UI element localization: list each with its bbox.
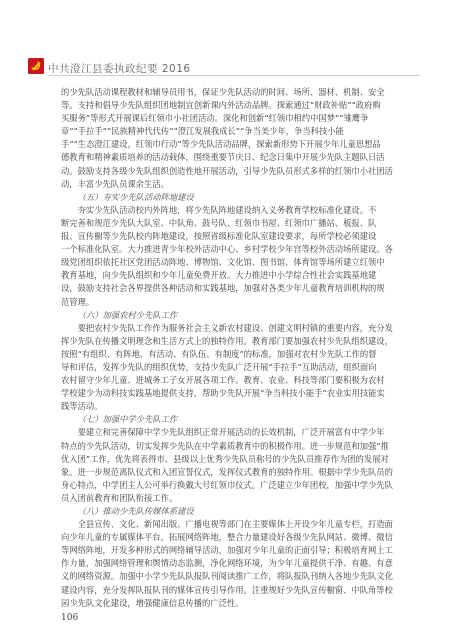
text-line: 优入团”工作，优先将表得市、县级以上优秀少先队员称号的少先队员推荐作为团的发展对 (61, 453, 389, 464)
section-paragraph (61, 426, 409, 505)
text-line: 章”“手拉手”“民族精神代代传”“澄江发展我成长”“争当美少年，争当科技小能 (61, 126, 344, 137)
text-line: 身心特点，中学团主人公可举行换戴大号红领巾仪式。广泛建立少年团校，加强中学少先队 (61, 479, 393, 490)
section-heading: （六）加强农村少先队工作 (77, 309, 178, 320)
section-heading: （七）加强中学少先队工作 (77, 414, 178, 425)
section-paragraph (61, 518, 409, 610)
intro-paragraph (61, 86, 409, 191)
text-line: 向少年儿童的专属媒体平台，拓展网络阵地，整合力量建设好各级少先队网站、微博、微信 (61, 532, 393, 543)
section-paragraph (61, 204, 409, 309)
text-line: 特点的少先队活动，切实发挥少先队在中学素质教育中的积极作用。进一步规范和加强“推 (61, 440, 389, 451)
text-line: 按照“有组织、有阵地、有活动、有队伍、有制度”的标准，加强对农村少先队工作的督 (61, 348, 377, 359)
page-number: 106 (61, 613, 79, 623)
text-line: 义的网络资源。加强中小学少先队队报队刊阅读推广工作，将队报队刊纳入各地少先队文化 (61, 571, 393, 582)
text-line: 断完善和规范少先队大队室、中队角、鼓号队、红领巾书屋、红领巾广播站、板报、队 (61, 217, 377, 228)
text-line: 德教育和精神素质培养的活动载体，围绕重要节庆日、纪念日集中开展少先队主题队日活 (61, 152, 385, 163)
text-line: 学校建少为动科技实践基地提供支持，帮助少先队开展“争当科技小能手”农业实用技能实 (61, 388, 385, 399)
text-line: 的少先队活动课程教材和辅导员用书，保证少先队活动的时间、场所、器材、机制、安全 (61, 87, 385, 97)
text-line: 作力量，加强网络管理和舆情动态监测，净化网络环境，为少年儿童提供干净、有趣、有意 (61, 558, 393, 569)
text-line: 象。进一步规范离队仪式和入团宣誓仪式，发挥仪式教育的独特作用。根据中学少先队员的 (61, 466, 393, 477)
header-divider (48, 75, 420, 76)
text-line: 农村留守少年儿童、进城务工子女开展各项工作。教育、农业、科技等部门要积极为农村 (61, 375, 385, 386)
text-line: 范管理。 (61, 296, 95, 307)
text-line: 夯实少先队活动校内外阵地，将少先队阵地建设纳入义务教育学校标准化建设。不 (77, 204, 377, 215)
text-line: 要把农村少先队工作作为服务社会主义新农村建设、创建文明村镇的重要内容，充分发 (77, 322, 393, 333)
party-emblem-icon (28, 58, 44, 74)
text-line: 手”“生态澄江建设，红领巾行动”等少先队活动品牌，探索新形势下开展少年儿童思想品 (61, 139, 381, 150)
text-line: 导和评估，发挥少先队的组织优势，支持少先队广泛开展“手拉手”互助活动，组织面向 (61, 361, 377, 372)
text-line: 员入团前教育和团队衔接工作。 (61, 492, 178, 503)
text-line: 全县宣传、文化、新闻出版、广播电视等部门在主要媒体上开设少年儿童专栏，打造面 (77, 519, 393, 530)
section-paragraph (61, 322, 409, 414)
text-line: 动，丰富少先队员课余生活。 (61, 178, 169, 189)
section-heading: （八）推动少先队传媒体系建设 (77, 506, 194, 516)
text-line: 报、宣传橱等少先队校内阵地建设，按照省级标准化队室建设要求，每所学校必须建设 (61, 231, 377, 242)
text-line: 园少先队文化建设，增强健康信息传播的广泛性。 (61, 597, 244, 608)
section-heading: （五）夯实少先队活动阵地建设 (77, 191, 194, 202)
text-line: 挥少先队在传播文明理念和生活方式上的独特作用。教育部门要加强农村少先队组织建设， (61, 335, 393, 346)
text-line: 买服务”等形式开展课后红领巾小社团活动。深化和创新“红领巾相约中国梦”“雏鹰争 (61, 113, 369, 124)
text-line: 一个标准化队室。大力推进青少年校外活动中心、乡村学校少年宫等校外活动场所建设。各 (61, 244, 393, 255)
text-line: 教育基地，向少先队组织和少年儿童免费开放。大力推进中小学综合性社会实践基地建 (61, 270, 377, 281)
text-line: 等网络阵地，开发多种形式的网络辅导活动，加强对少年儿童的正面引导；积极培育网上工 (61, 545, 393, 556)
text-line: 践等活动。 (61, 401, 103, 412)
text-line: 级党团组织依托社区党团活动阵地、博物馆、文化馆、图书馆、体育馆等场所建立红领中 (61, 257, 385, 268)
text-line: 动。鼓励支持各级少先队组织创造性地开展活动，引导少先队员形式多样的红领巾小社团活 (61, 165, 393, 176)
text-line: 设，鼓励支持社会各界提供各种活动和实践基地，加强对各类少年儿童教育培训机构的规 (61, 283, 385, 294)
text-line: 建设内容，充分发挥队报队刊的媒体宣传引导作用。注重规好少先队宣传橱窗、中队角等校 (61, 584, 393, 595)
text-line: 等。支持和倡导少先队组织团地制宜创新课内外活动品牌。探索通过“财政补贴”“政府购 (61, 100, 381, 111)
page-header (0, 58, 468, 80)
text-line: 要建立和完善保障中学少先队组织正常开展活动的长效机制，广泛开展富有中学少年 (77, 427, 385, 438)
header-title: 中共澄江县委执政纪要 2016 (48, 63, 191, 75)
page-body (61, 86, 409, 610)
